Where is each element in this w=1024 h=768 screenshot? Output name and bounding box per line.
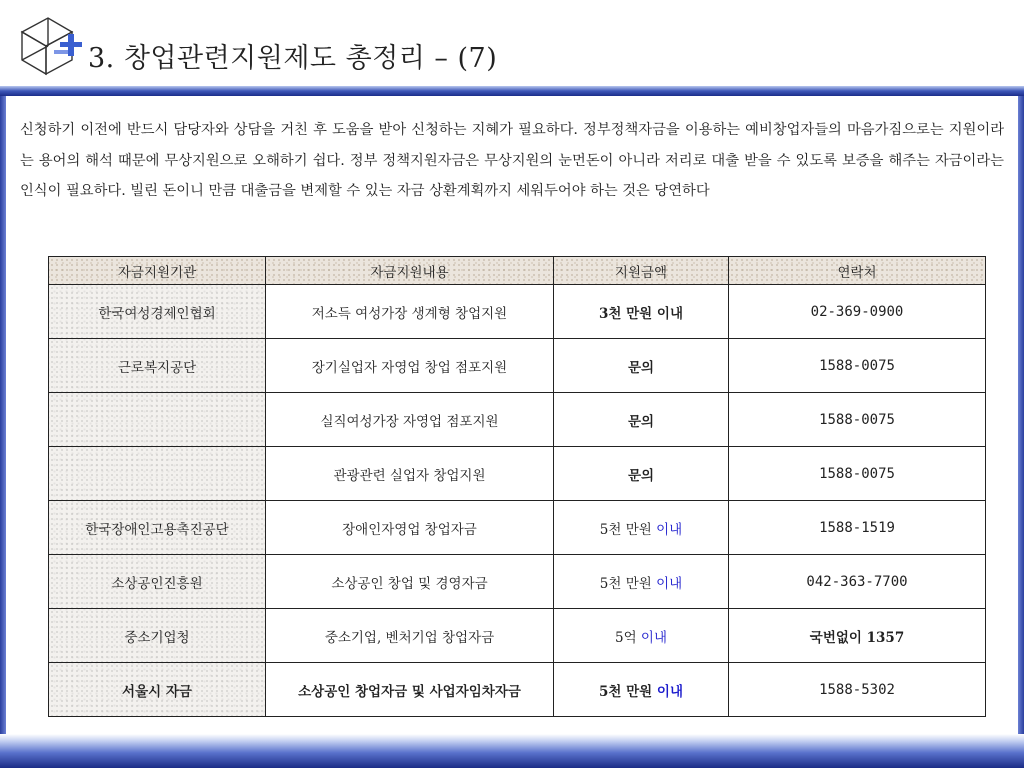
wireframe-cube-icon xyxy=(14,12,82,78)
cell-org: 서울시 자금 xyxy=(49,663,266,717)
cell-amount xyxy=(554,609,729,663)
cell-amount: 문의 xyxy=(554,447,729,501)
left-frame-bar xyxy=(0,96,6,736)
table-row xyxy=(49,393,986,447)
cell-content: 장애인자영업 창업자금 xyxy=(266,501,554,555)
cell-amount xyxy=(554,501,729,555)
cell-org xyxy=(49,393,266,447)
cell-org: 중소기업청 xyxy=(49,609,266,663)
cell-contact: 02-369-0900 xyxy=(729,285,986,339)
page-title: 3. 창업관련지원제도 총정리 – (7) xyxy=(88,43,498,74)
cell-contact: 1588-0075 xyxy=(729,339,986,393)
table-row xyxy=(49,339,986,393)
cell-amount: 3천 만원 이내 xyxy=(554,285,729,339)
cell-content: 소상공인 창업 및 경영자금 xyxy=(266,555,554,609)
intro-paragraph: 신청하기 이전에 반드시 담당자와 상담을 거친 후 도움을 받아 신청하는 지혜가 필요하다. 정부정책자금을 이용하는 예비창업자들의 마음가짐으로는 지원이라는 용어의 해석 때문에 무상지원으로 오해하기 쉽다. 정부 정책지원자금은 무상지원의 눈먼돈이 아니라 저리로 대출 받을 수 있도록 보증을 해주는 자금이라는 인식이 필요하다. 빌린 돈이니 만큼 대출금을 변제할 수 있는 자금 상환계획까지 세워두어야 하는 것은 당연하다 xyxy=(20,122,1004,199)
amount-limit: 이내 xyxy=(656,683,683,700)
table-row xyxy=(49,663,986,717)
amount-limit: 이내 xyxy=(656,521,683,538)
cell-content: 중소기업, 벤처기업 창업자금 xyxy=(266,609,554,663)
amount-value: 5천 만원 xyxy=(598,683,653,700)
title-bar xyxy=(0,0,1024,88)
top-divider-band xyxy=(0,86,1024,96)
cell-content: 장기실업자 자영업 창업 점포지원 xyxy=(266,339,554,393)
cell-content: 소상공인 창업자금 및 사업자임차자금 xyxy=(266,663,554,717)
table-row xyxy=(49,447,986,501)
cell-content: 저소득 여성가장 생계형 창업지원 xyxy=(266,285,554,339)
cell-contact: 1588-0075 xyxy=(729,393,986,447)
table-row xyxy=(49,285,986,339)
right-frame-bar xyxy=(1018,96,1024,736)
amount-limit: 이내 xyxy=(656,575,683,592)
cell-contact: 042-363-7700 xyxy=(729,555,986,609)
cell-contact: 국번없이 1357 xyxy=(729,609,986,663)
table-header-row xyxy=(49,257,986,285)
cell-org xyxy=(49,447,266,501)
cell-contact: 1588-1519 xyxy=(729,501,986,555)
cell-org: 한국여성경제인협회 xyxy=(49,285,266,339)
table-row xyxy=(49,609,986,663)
amount-value: 5억 xyxy=(614,629,637,646)
amount-value: 5천 만원 xyxy=(599,575,652,592)
bottom-divider-band xyxy=(0,734,1024,768)
cell-amount: 문의 xyxy=(554,393,729,447)
cell-org: 소상공인진흥원 xyxy=(49,555,266,609)
cell-amount xyxy=(554,555,729,609)
cell-amount: 문의 xyxy=(554,339,729,393)
cell-contact: 1588-5302 xyxy=(729,663,986,717)
header-amount: 지원금액 xyxy=(554,257,729,285)
cell-content: 실직여성가장 자영업 점포지원 xyxy=(266,393,554,447)
header-org: 자금지원기관 xyxy=(49,257,266,285)
table-row xyxy=(49,555,986,609)
header-contact: 연락처 xyxy=(729,257,986,285)
cell-content: 관광관련 실업자 창업지원 xyxy=(266,447,554,501)
amount-value: 5천 만원 xyxy=(599,521,652,538)
cell-org: 한국장애인고용촉진공단 xyxy=(49,501,266,555)
cell-amount xyxy=(554,663,729,717)
support-fund-table xyxy=(48,256,986,717)
cell-org: 근로복지공단 xyxy=(49,339,266,393)
cell-contact: 1588-0075 xyxy=(729,447,986,501)
amount-limit: 이내 xyxy=(640,629,668,646)
table-row xyxy=(49,501,986,555)
header-content: 자금지원내용 xyxy=(266,257,554,285)
